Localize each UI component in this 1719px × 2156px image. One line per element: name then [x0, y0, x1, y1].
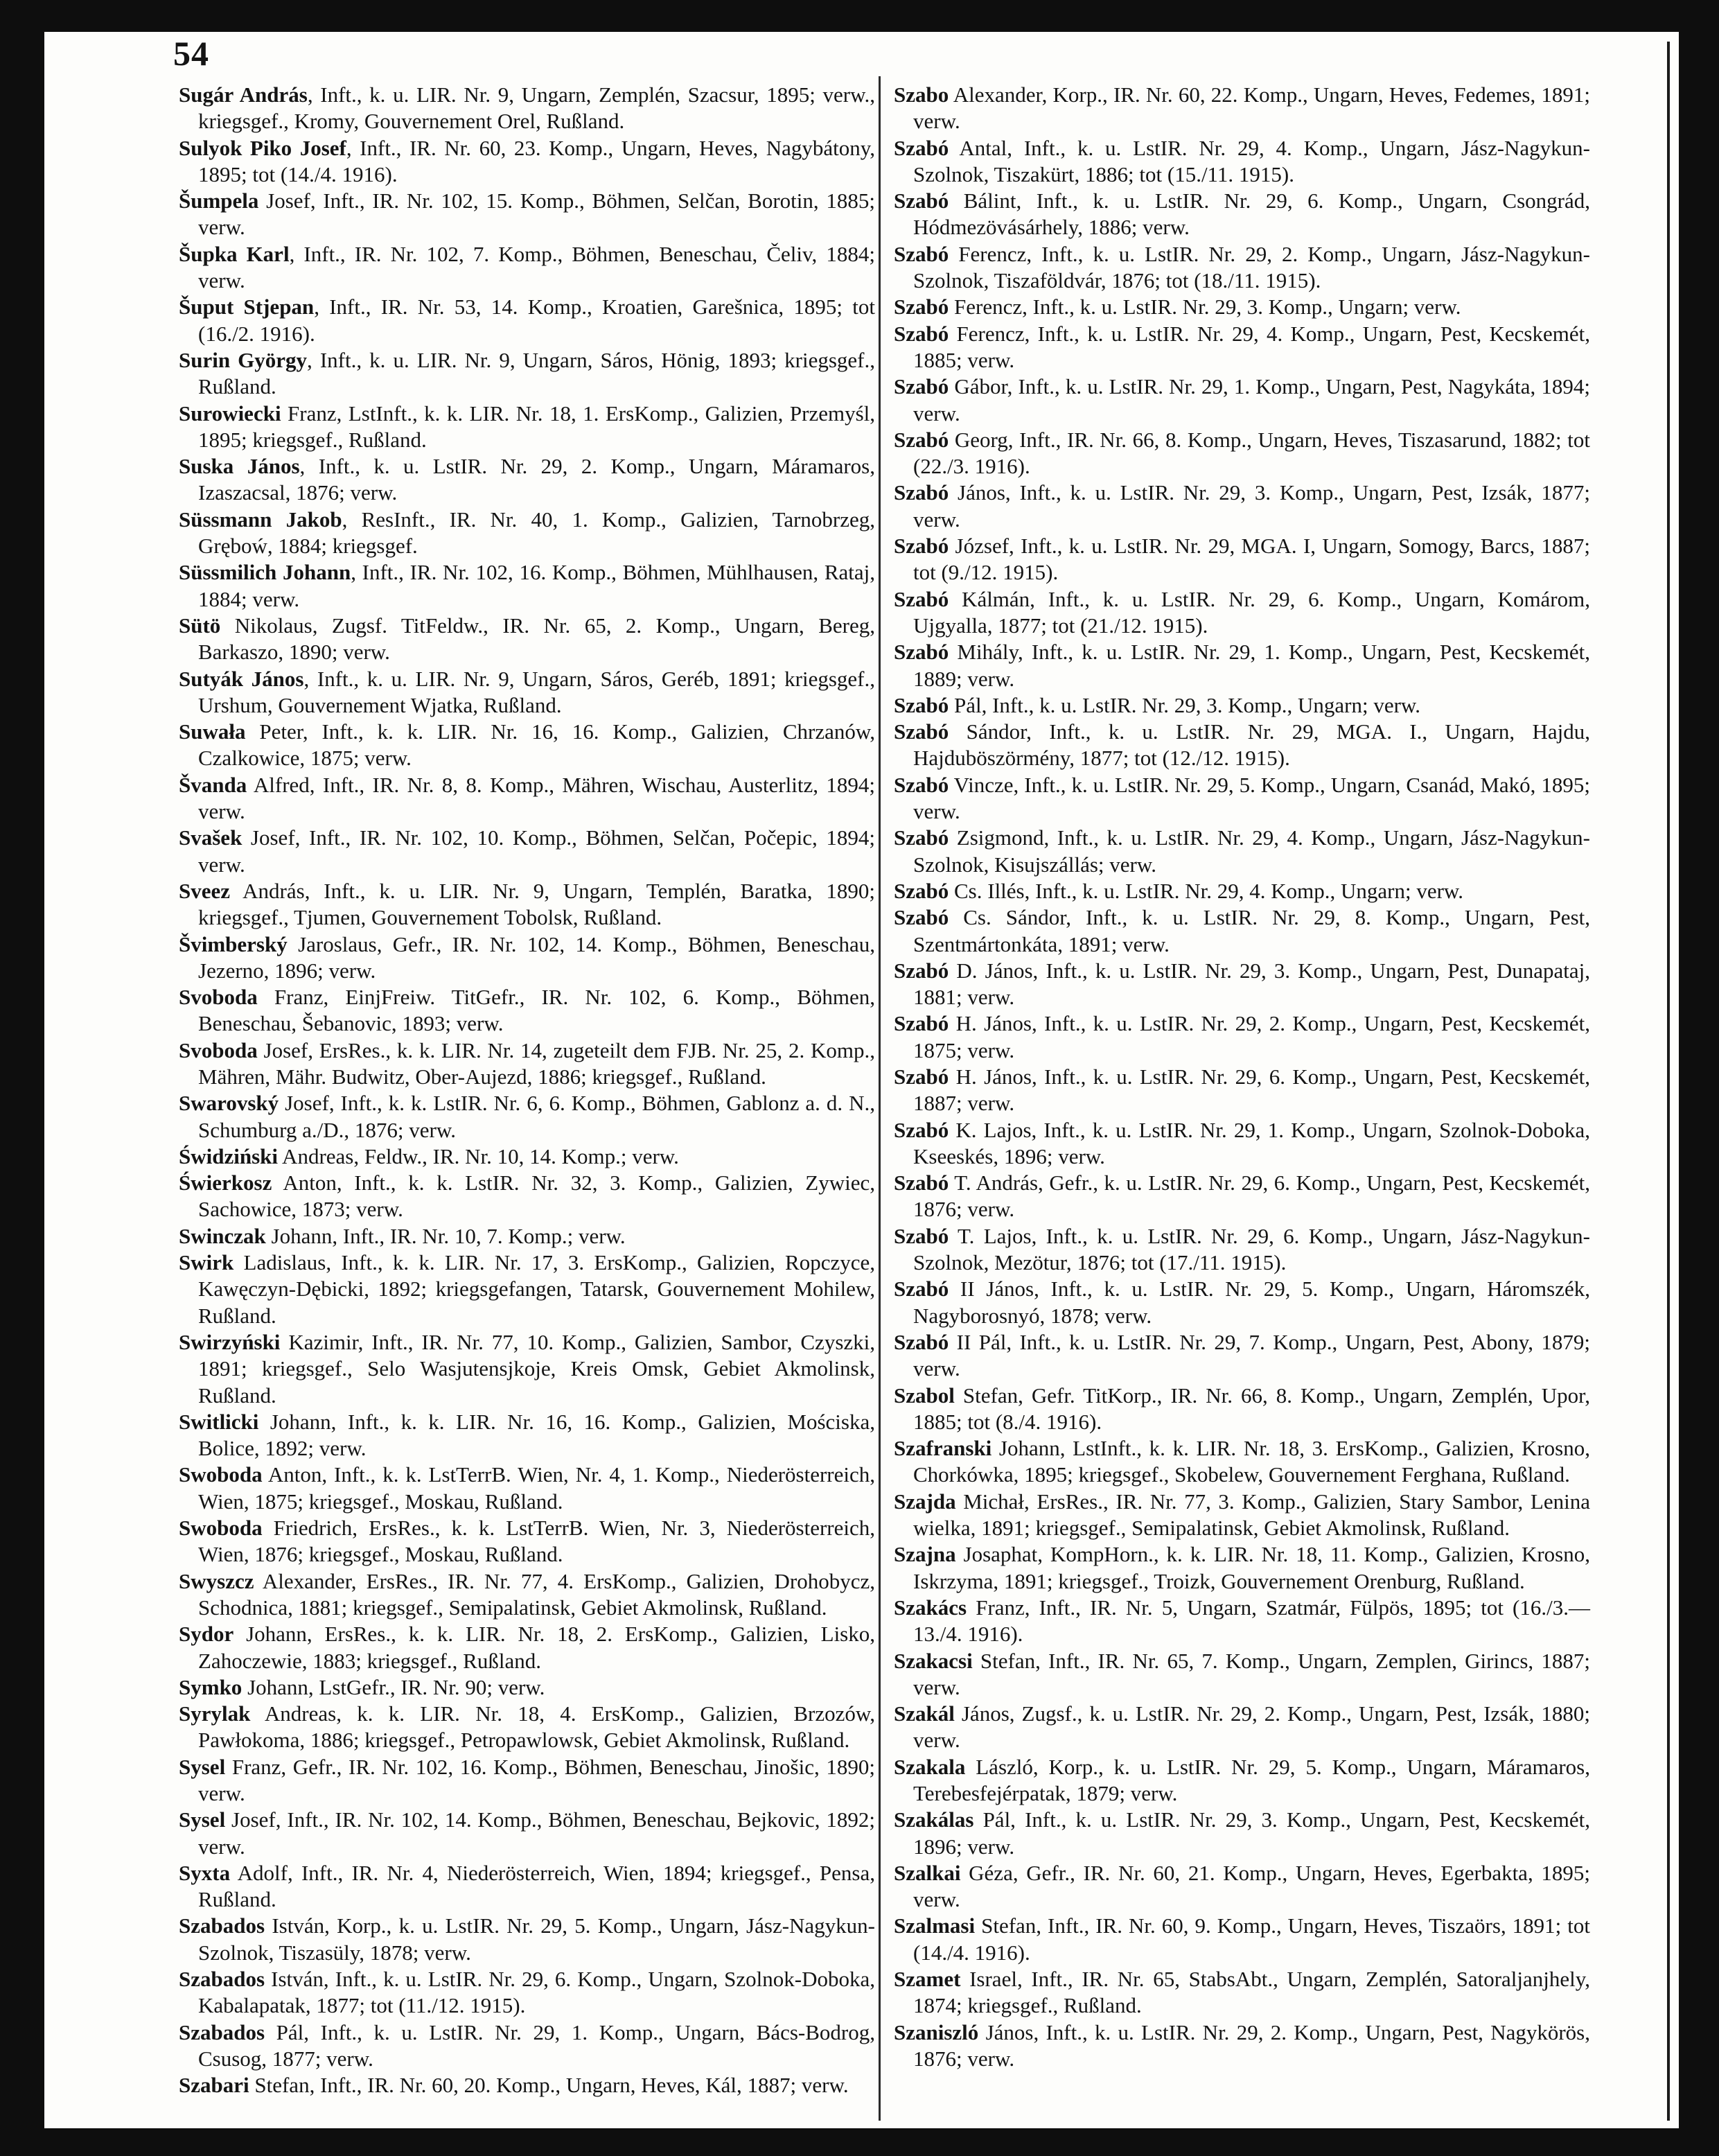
- entry-details: , ResInft., IR. Nr. 40, 1. Komp., Galizien, Tarnobrzeg, Gręboẃ, 1884; kriegsgef.: [198, 507, 875, 559]
- list-entry: [894, 958, 1590, 1011]
- list-entry: [894, 374, 1590, 427]
- entry-details: Josef, Inft., k. k. LstIR. Nr. 6, 6. Komp., Böhmen, Gablonz a. d. N., Schumburg a./D., 1876; verw.: [198, 1091, 875, 1142]
- list-entry: [894, 1541, 1590, 1595]
- entry-name: Szabó: [894, 905, 949, 930]
- entry-details: Johann, Inft., IR. Nr. 10, 7. Komp.; verw.: [265, 1223, 626, 1248]
- entry-details: Pál, Inft., k. u. LstIR. Nr. 29, 3. Komp., Ungarn, Pest, Kecskemét, 1896; verw.: [913, 1807, 1590, 1859]
- entry-details: H. János, Inft., k. u. LstIR. Nr. 29, 2. Komp., Ungarn, Pest, Kecskemét, 1875; verw.: [913, 1011, 1590, 1062]
- list-entry: [179, 984, 875, 1037]
- entry-details: Kazimir, Inft., IR. Nr. 77, 10. Komp., Galizien, Sambor, Czyszki, 1891; kriegsgef., Selo Wasjutensjkoje, Kreis Omsk, Gebiet Akmolinsk, Rußland.: [198, 1329, 875, 1408]
- list-entry: [179, 666, 875, 719]
- entry-name: Szabó: [894, 640, 949, 665]
- right-column: [894, 82, 1590, 2072]
- list-entry: [179, 507, 875, 560]
- entry-name: Świerkosz: [179, 1171, 272, 1195]
- entry-details: T. Lajos, Inft., k. u. LstIR. Nr. 29, 6. Komp., Ungarn, Jász-Nagykun-Szolnok, Mezötur, 1876; tot (17./11. 1915).: [913, 1223, 1590, 1275]
- entry-details: János, Inft., k. u. LstIR. Nr. 29, 2. Komp., Ungarn, Pest, Nagykörös, 1876; verw.: [913, 2019, 1590, 2071]
- entry-details: Alfred, Inft., IR. Nr. 8, 8. Komp., Mähren, Wischau, Austerlitz, 1894; verw.: [198, 772, 875, 824]
- list-entry: [894, 1010, 1590, 1064]
- left-column: [179, 82, 875, 2099]
- entry-details: János, Zugsf., k. u. LstIR. Nr. 29, 2. Komp., Ungarn, Pest, Izsák, 1880; verw.: [913, 1701, 1590, 1753]
- entry-name: Švimberský: [179, 931, 288, 956]
- entry-name: Šuput Stjepan: [179, 295, 315, 319]
- entry-details: Josef, Inft., IR. Nr. 102, 15. Komp., Böhmen, Selčan, Borotin, 1885; verw.: [198, 189, 875, 240]
- entry-name: Surowiecki: [179, 401, 281, 426]
- list-entry: [894, 1913, 1590, 1966]
- entry-name: Szabari: [179, 2073, 249, 2098]
- entry-details: Vincze, Inft., k. u. LstIR. Nr. 29, 5. Komp., Ungarn, Csanád, Makó, 1895; verw.: [913, 772, 1590, 824]
- list-entry: [894, 1276, 1590, 1329]
- scan-edge-top: [0, 0, 1719, 32]
- entry-name: Surin György: [179, 347, 308, 372]
- entry-details: , Inft., k. u. LIR. Nr. 9, Ungarn, Sáros, Geréb, 1891; kriegsgef., Urshum, Gouvernement Wjatka, Rußland.: [198, 666, 875, 717]
- entry-name: Szabó: [894, 427, 949, 452]
- entry-name: Szabó: [894, 958, 949, 983]
- entry-details: Nikolaus, Zugsf. TitFeldw., IR. Nr. 65, 2. Komp., Ungarn, Bereg, Barkaszo, 1890; verw.: [198, 613, 875, 665]
- entry-details: Ferencz, Inft., k. u. LstIR. Nr. 29, 2. Komp., Ungarn, Jász-Nagykun-Szolnok, Tiszaföldvár, 1876; tot (18./11. 1915).: [913, 241, 1590, 293]
- list-entry: [894, 188, 1590, 241]
- list-entry: [179, 1674, 875, 1701]
- entry-details: Ferencz, Inft., k. u. LstIR. Nr. 29, 4. Komp., Ungarn, Pest, Kecskemét, 1885; verw.: [913, 321, 1590, 372]
- entry-name: Szaniszló: [894, 2019, 979, 2044]
- scan-edge-bottom: [0, 2128, 1719, 2156]
- entry-details: , Inft., k. u. LIR. Nr. 9, Ungarn, Sáros, Hönig, 1893; kriegsgef., Rußland.: [198, 347, 875, 399]
- entry-name: Sysel: [179, 1807, 226, 1832]
- list-entry: [894, 878, 1590, 904]
- entry-name: Sulyok Piko Josef: [179, 135, 346, 160]
- entry-details: Franz, Gefr., IR. Nr. 102, 16. Komp., Böhmen, Beneschau, Jinošic, 1890; verw.: [198, 1754, 875, 1805]
- entry-details: Peter, Inft., k. k. LIR. Nr. 16, 16. Komp., Galizien, Chrzanów, Czalkowice, 1875; verw.: [198, 719, 875, 771]
- entry-details: Adolf, Inft., IR. Nr. 4, Niederösterreich, Wien, 1894; kriegsgef., Pensa, Rußland.: [198, 1860, 875, 1912]
- list-entry: [894, 1701, 1590, 1754]
- entry-name: Szabó: [894, 241, 949, 266]
- entry-name: Szabó: [894, 1011, 949, 1036]
- entry-details: Anton, Inft., k. k. LstTerrB. Wien, Nr. 4, 1. Komp., Niederösterreich, Wien, 1875; kriegsgef., Moskau, Rußland.: [198, 1462, 875, 1514]
- entry-details: Cs. Sándor, Inft., k. u. LstIR. Nr. 29, 8. Komp., Ungarn, Pest, Szentmártonkáta, 1891; verw.: [913, 905, 1590, 956]
- entry-details: Antal, Inft., k. u. LstIR. Nr. 29, 4. Komp., Ungarn, Jász-Nagykun-Szolnok, Tiszakürt, 1886; tot (15./11. 1915).: [913, 135, 1590, 186]
- list-entry: [179, 1701, 875, 1754]
- entry-details: Alexander, ErsRes., IR. Nr. 77, 4. ErsKomp., Galizien, Drohobycz, Schodnica, 1881; kriegsgef., Semipalatinsk, Gebiet Akmolinsk, Rußland.: [198, 1568, 875, 1620]
- list-entry: [894, 321, 1590, 374]
- entry-name: Szabó: [894, 1117, 949, 1142]
- entry-name: Šumpela: [179, 189, 259, 213]
- entry-details: Stefan, Inft., IR. Nr. 60, 9. Komp., Ungarn, Heves, Tiszaörs, 1891; tot (14./4. 1916).: [913, 1913, 1590, 1965]
- entry-details: Bálint, Inft., k. u. LstIR. Nr. 29, 6. Komp., Ungarn, Csongrád, Hódmezövásárhely, 1886; verw.: [913, 189, 1590, 240]
- entry-details: Friedrich, ErsRes., k. k. LstTerrB. Wien, Nr. 3, Niederösterreich, Wien, 1876; kriegsgef., Moskau, Rußland.: [198, 1516, 875, 1567]
- entry-details: István, Korp., k. u. LstIR. Nr. 29, 5. Komp., Ungarn, Jász-Nagykun-Szolnok, Tiszasüly, 1878; verw.: [198, 1913, 875, 1965]
- entry-details: László, Korp., k. u. LstIR. Nr. 29, 5. Komp., Ungarn, Máramaros, Terebesfejérpatak, 1879; verw.: [913, 1754, 1590, 1805]
- entry-details: K. Lajos, Inft., k. u. LstIR. Nr. 29, 1. Komp., Ungarn, Szolnok-Doboka, Kseeskés, 1896; verw.: [913, 1117, 1590, 1168]
- list-entry: [894, 1966, 1590, 2019]
- list-entry: [894, 586, 1590, 640]
- list-entry: [179, 1966, 875, 2019]
- entry-name: Swirzyński: [179, 1329, 281, 1354]
- entry-details: D. János, Inft., k. u. LstIR. Nr. 29, 3. Komp., Ungarn, Pest, Dunapataj, 1881; verw.: [913, 958, 1590, 1010]
- list-entry: [894, 1170, 1590, 1223]
- list-entry: [894, 904, 1590, 958]
- entry-details: , Inft., IR. Nr. 102, 16. Komp., Böhmen, Mühlhausen, Rataj, 1884; verw.: [198, 560, 875, 611]
- entry-name: Switlicki: [179, 1409, 259, 1434]
- entry-details: Johann, Inft., k. k. LIR. Nr. 16, 16. Komp., Galizien, Mościska, Bolice, 1892; verw.: [198, 1409, 875, 1461]
- entry-name: Szabados: [179, 1913, 265, 1938]
- list-entry: [179, 1568, 875, 1622]
- entry-details: Kálmán, Inft., k. u. LstIR. Nr. 29, 6. Komp., Ungarn, Komárom, Ujgyalla, 1877; tot (21./12. 1915).: [913, 586, 1590, 638]
- list-entry: [894, 639, 1590, 692]
- entry-name: Szakács: [894, 1595, 967, 1620]
- entry-name: Szajna: [894, 1542, 956, 1567]
- list-entry: [179, 1329, 875, 1409]
- entry-details: Ferencz, Inft., k. u. LstIR. Nr. 29, 3. Komp., Ungarn; verw.: [949, 295, 1461, 319]
- entry-name: Szabó: [894, 719, 949, 744]
- entry-name: Sveez: [179, 878, 231, 903]
- list-entry: [179, 1462, 875, 1515]
- list-entry: [179, 347, 875, 401]
- entry-name: Szabados: [179, 1967, 265, 1992]
- entry-details: II János, Inft., k. u. LstIR. Nr. 29, 5. Komp., Ungarn, Háromszék, Nagyborosnyó, 1878; verw.: [913, 1277, 1590, 1328]
- entry-name: Szabados: [179, 2019, 265, 2044]
- entry-name: Suwała: [179, 719, 246, 744]
- entry-name: Szabó: [894, 1171, 949, 1195]
- entry-name: Symko: [179, 1674, 243, 1699]
- entry-details: , Inft., IR. Nr. 60, 23. Komp., Ungarn, Heves, Nagybátony, 1895; tot (14./4. 1916).: [198, 135, 875, 186]
- list-entry: [179, 1090, 875, 1143]
- entry-name: Sütö: [179, 613, 221, 638]
- entry-details: Anton, Inft., k. k. LstIR. Nr. 32, 3. Komp., Galizien, Zywiec, Sachowice, 1873; verw.: [198, 1171, 875, 1222]
- entry-details: István, Inft., k. u. LstIR. Nr. 29, 6. Komp., Ungarn, Szolnok-Doboka, Kabalapatak, 1877; tot (11./12. 1915).: [198, 1967, 875, 2018]
- list-entry: [179, 931, 875, 985]
- entry-details: Sándor, Inft., k. u. LstIR. Nr. 29, MGA. I., Ungarn, Hajdu, Hajduböszörmény, 1877; tot (12./12. 1915).: [913, 719, 1590, 771]
- list-entry: [179, 2019, 875, 2073]
- list-entry: [179, 1515, 875, 1568]
- entry-details: Josef, Inft., IR. Nr. 102, 10. Komp., Böhmen, Selčan, Počepic, 1894; verw.: [198, 825, 875, 877]
- entry-details: Zsigmond, Inft., k. u. LstIR. Nr. 29, 4. Komp., Ungarn, Jász-Nagykun-Szolnok, Kisujszállás; verw.: [913, 825, 1590, 877]
- entry-details: , Inft., k. u. LIR. Nr. 9, Ungarn, Zemplén, Szacsur, 1895; verw., kriegsgef., Kromy, Gouvernement Orel, Rußland.: [198, 82, 875, 134]
- entry-name: Szalmasi: [894, 1913, 976, 1938]
- list-entry: [179, 719, 875, 772]
- entry-details: Georg, Inft., IR. Nr. 66, 8. Komp., Ungarn, Heves, Tiszasarund, 1882; tot (22./3. 1916).: [913, 427, 1590, 479]
- entry-details: Israel, Inft., IR. Nr. 65, StabsAbt., Ungarn, Zemplén, Satoraljanjhely, 1874; kriegsgef., Rußland.: [913, 1967, 1590, 2018]
- list-entry: [894, 825, 1590, 878]
- column-divider: [879, 76, 881, 2121]
- entry-name: Szakál: [894, 1701, 955, 1726]
- list-entry: [179, 878, 875, 931]
- entry-name: Szakala: [894, 1754, 966, 1779]
- list-entry: [894, 294, 1590, 320]
- list-entry: [894, 692, 1590, 719]
- list-entry: [894, 427, 1590, 480]
- list-entry: [894, 1807, 1590, 1860]
- list-entry: [179, 825, 875, 878]
- entry-name: Szabó: [894, 189, 949, 213]
- list-entry: [179, 401, 875, 454]
- entry-name: Szalkai: [894, 1860, 961, 1885]
- entry-name: Sutyák János: [179, 666, 304, 691]
- entry-details: Stefan, Inft., IR. Nr. 60, 20. Komp., Ungarn, Heves, Kál, 1887; verw.: [249, 2073, 849, 2098]
- list-entry: [179, 135, 875, 189]
- entry-details: János, Inft., k. u. LstIR. Nr. 29, 3. Komp., Ungarn, Pest, Izsák, 1877; verw.: [913, 480, 1590, 532]
- entry-name: Svoboda: [179, 985, 258, 1010]
- entry-name: Szajda: [894, 1489, 956, 1514]
- list-entry: [179, 1223, 875, 1250]
- entry-name: Swyszcz: [179, 1568, 254, 1593]
- list-entry: [894, 2019, 1590, 2073]
- entry-name: Szabó: [894, 1277, 949, 1302]
- list-entry: [179, 1170, 875, 1223]
- entry-name: Švanda: [179, 772, 247, 797]
- entry-name: Szabo: [894, 82, 949, 107]
- entry-details: Franz, EinjFreiw. TitGefr., IR. Nr. 102, 6. Komp., Böhmen, Beneschau, Šebanovic, 1893; verw.: [198, 985, 875, 1036]
- entry-name: Sysel: [179, 1754, 226, 1779]
- list-entry: [179, 188, 875, 241]
- entry-name: Swirk: [179, 1250, 234, 1275]
- entry-details: Gábor, Inft., k. u. LstIR. Nr. 29, 1. Komp., Ungarn, Pest, Nagykáta, 1894; verw.: [913, 374, 1590, 426]
- entry-details: Michał, ErsRes., IR. Nr. 77, 3. Komp., Galizien, Stary Sambor, Lenina wielka, 1891; kriegsgef., Semipalatinsk, Gebiet Akmolinsk, Rußland.: [913, 1489, 1590, 1541]
- entry-name: Swoboda: [179, 1516, 263, 1541]
- entry-details: Johann, ErsRes., k. k. LIR. Nr. 18, 2. ErsKomp., Galizien, Lisko, Zahoczewie, 1883; kriegsgef., Rußland.: [198, 1622, 875, 1673]
- list-entry: [179, 294, 875, 347]
- scan-edge-right: [1679, 0, 1719, 2156]
- entry-name: Szabó: [894, 1223, 949, 1248]
- entry-name: Szabó: [894, 878, 949, 903]
- entry-details: Johann, LstInft., k. k. LIR. Nr. 18, 3. ErsKomp., Galizien, Krosno, Chorkówka, 1895; kriegsgef., Skobelew, Gouvernement Ferghana, Rußland.: [913, 1436, 1590, 1487]
- list-entry: [179, 1409, 875, 1462]
- entry-details: H. János, Inft., k. u. LstIR. Nr. 29, 6. Komp., Ungarn, Pest, Kecskemét, 1887; verw.: [913, 1064, 1590, 1116]
- list-entry: [179, 613, 875, 666]
- entry-name: Sugár András: [179, 82, 308, 107]
- entry-name: Sydor: [179, 1622, 234, 1647]
- entry-details: Andreas, k. k. LIR. Nr. 18, 4. ErsKomp., Galizien, Brzozów, Pawłokoma, 1886; kriegsgef., Petropawlowsk, Gebiet Akmolinsk, Rußland.: [198, 1701, 875, 1753]
- list-entry: [179, 1860, 875, 1913]
- entry-name: Świdziński: [179, 1143, 279, 1168]
- entry-name: Svašek: [179, 825, 243, 850]
- list-entry: [179, 1754, 875, 1807]
- entry-name: Szabó: [894, 692, 949, 717]
- entry-details: Andreas, Feldw., IR. Nr. 10, 14. Komp.; verw.: [278, 1143, 679, 1168]
- list-entry: [894, 719, 1590, 772]
- entry-details: Jaroslaus, Gefr., IR. Nr. 102, 14. Komp., Böhmen, Beneschau, Jezerno, 1896; verw.: [198, 931, 875, 983]
- list-entry: [894, 1595, 1590, 1648]
- entry-name: Swoboda: [179, 1462, 263, 1487]
- entry-name: Szamet: [894, 1967, 961, 1992]
- scan-edge-left: [0, 0, 44, 2156]
- entry-details: , Inft., k. u. LstIR. Nr. 29, 2. Komp., Ungarn, Máramaros, Izaszacsal, 1876; verw.: [198, 454, 875, 505]
- entry-name: Swinczak: [179, 1223, 266, 1248]
- list-entry: [894, 82, 1590, 135]
- entry-details: Pál, Inft., k. u. LstIR. Nr. 29, 3. Komp., Ungarn; verw.: [949, 692, 1421, 717]
- list-entry: [894, 1329, 1590, 1383]
- list-entry: [179, 1913, 875, 1966]
- entry-details: Stefan, Inft., IR. Nr. 65, 7. Komp., Ungarn, Zemplen, Girincs, 1887; verw.: [913, 1648, 1590, 1699]
- entry-details: József, Inft., k. u. LstIR. Nr. 29, MGA. I, Ungarn, Somogy, Barcs, 1887; tot (9./12. 1915).: [913, 534, 1590, 585]
- list-entry: [179, 559, 875, 613]
- list-entry: [179, 1250, 875, 1329]
- entry-details: Stefan, Gefr. TitKorp., IR. Nr. 66, 8. Komp., Ungarn, Zemplén, Upor, 1885; tot (8./4. 1916).: [913, 1383, 1590, 1434]
- list-entry: [894, 1117, 1590, 1171]
- entry-name: Szabol: [894, 1383, 955, 1408]
- entry-name: Swarovský: [179, 1091, 279, 1116]
- entry-details: Johann, LstGefr., IR. Nr. 90; verw.: [242, 1674, 545, 1699]
- entry-details: , Inft., IR. Nr. 53, 14. Komp., Kroatien, Garešnica, 1895; tot (16./2. 1916).: [198, 295, 875, 346]
- list-entry: [894, 480, 1590, 533]
- entry-name: Svoboda: [179, 1037, 258, 1062]
- entry-details: Géza, Gefr., IR. Nr. 60, 21. Komp., Ungarn, Heves, Egerbakta, 1895; verw.: [913, 1860, 1590, 1912]
- list-entry: [179, 1807, 875, 1860]
- page-number: 54: [173, 34, 209, 73]
- list-entry: [179, 2072, 875, 2098]
- entry-details: Josef, Inft., IR. Nr. 102, 14. Komp., Böhmen, Beneschau, Bejkovic, 1892; verw.: [198, 1807, 875, 1859]
- list-entry: [894, 1754, 1590, 1807]
- list-entry: [894, 1223, 1590, 1277]
- list-entry: [179, 82, 875, 135]
- entry-details: , Inft., IR. Nr. 102, 7. Komp., Böhmen, Beneschau, Čeliv, 1884; verw.: [198, 241, 875, 293]
- entry-name: Szakacsi: [894, 1648, 973, 1673]
- entry-name: Suska János: [179, 454, 300, 479]
- entry-details: Franz, LstInft., k. k. LIR. Nr. 18, 1. ErsKomp., Galizien, Przemyśl, 1895; kriegsgef., Rußland.: [198, 401, 875, 452]
- entry-details: T. András, Gefr., k. u. LstIR. Nr. 29, 6. Komp., Ungarn, Pest, Kecskemét, 1876; verw.: [913, 1171, 1590, 1222]
- list-entry: [894, 533, 1590, 586]
- list-entry: [179, 1621, 875, 1674]
- list-entry: [894, 241, 1590, 295]
- list-entry: [894, 1648, 1590, 1701]
- entry-name: Szakálas: [894, 1807, 974, 1832]
- entry-details: Pál, Inft., k. u. LstIR. Nr. 29, 1. Komp., Ungarn, Bács-Bodrog, Csusog, 1877; verw.: [198, 2019, 875, 2071]
- entry-name: Szabó: [894, 772, 949, 797]
- list-entry: [179, 1143, 875, 1170]
- entry-details: Franz, Inft., IR. Nr. 5, Ungarn, Szatmár, Fülpös, 1895; tot (16./3.—13./4. 1916).: [913, 1595, 1590, 1647]
- entry-details: Cs. Illés, Inft., k. u. LstIR. Nr. 29, 4. Komp., Ungarn; verw.: [949, 878, 1464, 903]
- entry-name: Szabó: [894, 825, 949, 850]
- entry-name: Szabó: [894, 1329, 949, 1354]
- entry-details: Alexander, Korp., IR. Nr. 60, 22. Komp., Ungarn, Heves, Fedemes, 1891; verw.: [913, 82, 1590, 134]
- list-entry: [894, 1383, 1590, 1436]
- list-entry: [179, 453, 875, 507]
- entry-name: Szabó: [894, 135, 949, 160]
- entry-details: András, Inft., k. u. LIR. Nr. 9, Ungarn, Templén, Baratka, 1890; kriegsgef., Tjumen, Gouvernement Tobolsk, Rußland.: [198, 878, 875, 930]
- list-entry: [894, 1860, 1590, 1913]
- margin-rule: [1667, 42, 1670, 2121]
- entry-name: Szabó: [894, 321, 949, 346]
- list-entry: [179, 772, 875, 825]
- entry-name: Šupka Karl: [179, 241, 290, 266]
- entry-name: Szabó: [894, 295, 949, 319]
- entry-details: Mihály, Inft., k. u. LstIR. Nr. 29, 1. Komp., Ungarn, Pest, Kecskemét, 1889; verw.: [913, 640, 1590, 691]
- entry-name: Syrylak: [179, 1701, 251, 1726]
- list-entry: [179, 241, 875, 295]
- entry-name: Szafranski: [894, 1436, 992, 1461]
- entry-name: Syxta: [179, 1860, 231, 1885]
- entry-details: Josaphat, KompHorn., k. k. LIR. Nr. 18, 11. Komp., Galizien, Krosno, Iskrzyma, 1891; kriegsgef., Troizk, Gouvernement Orenburg, Rußland.: [913, 1542, 1590, 1593]
- entry-name: Süssmann Jakob: [179, 507, 342, 532]
- list-entry: [894, 1435, 1590, 1489]
- list-entry: [894, 1064, 1590, 1117]
- entry-name: Szabó: [894, 480, 949, 505]
- entry-name: Szabó: [894, 1064, 949, 1089]
- list-entry: [179, 1037, 875, 1091]
- entry-details: Ladislaus, Inft., k. k. LIR. Nr. 17, 3. ErsKomp., Galizien, Ropczyce, Kawęczyn-Dębicki, 1892; kriegsgefangen, Tatarsk, Gouvernement Mohilew, Rußland.: [198, 1250, 875, 1328]
- list-entry: [894, 772, 1590, 825]
- entry-details: II Pál, Inft., k. u. LstIR. Nr. 29, 7. Komp., Ungarn, Pest, Abony, 1879; verw.: [913, 1329, 1590, 1381]
- entry-name: Szabó: [894, 586, 949, 611]
- entry-details: Josef, ErsRes., k. k. LIR. Nr. 14, zugeteilt dem FJB. Nr. 25, 2. Komp., Mähren, Mähr. Budwitz, Ober-Aujezd, 1886; kriegsgef., Rußland.: [198, 1037, 875, 1089]
- entry-name: Szabó: [894, 534, 949, 559]
- entry-name: Szabó: [894, 374, 949, 399]
- list-entry: [894, 135, 1590, 189]
- entry-name: Süssmilich Johann: [179, 560, 351, 585]
- list-entry: [894, 1489, 1590, 1542]
